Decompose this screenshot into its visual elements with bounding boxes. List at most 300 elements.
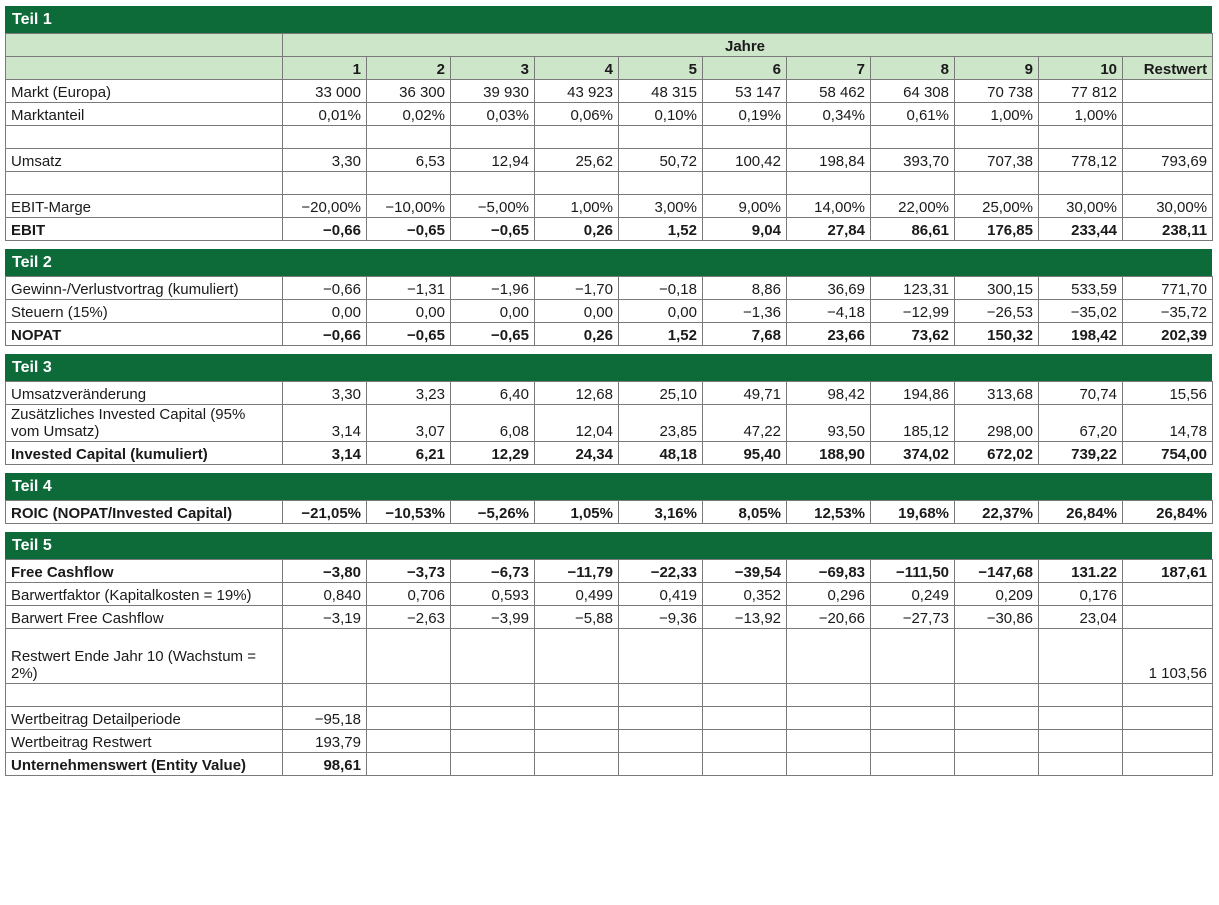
table-cell: 131.22 (1039, 560, 1123, 583)
table-cell: 150,32 (955, 323, 1039, 346)
table-cell (871, 172, 955, 195)
table-cell: 23,66 (787, 323, 871, 346)
year-header: 9 (955, 57, 1039, 80)
row-label: Marktanteil (6, 103, 283, 126)
table-cell (283, 629, 367, 684)
table-cell: 313,68 (955, 382, 1039, 405)
table-row (6, 195, 1213, 218)
table-cell: 1,52 (619, 218, 703, 241)
table-cell: 12,04 (535, 405, 619, 442)
table-cell: −22,33 (619, 560, 703, 583)
section-4 (5, 473, 1212, 524)
table-cell (367, 753, 451, 776)
table-cell: 1,00% (955, 103, 1039, 126)
table-cell: 393,70 (871, 149, 955, 172)
table-cell (619, 707, 703, 730)
table-cell: 1 103,56 (1123, 629, 1213, 684)
table-row (6, 707, 1213, 730)
row-label: Steuern (15%) (6, 300, 283, 323)
row-label: Free Cashflow (6, 560, 283, 583)
table-cell: 48,18 (619, 442, 703, 465)
table-cell (787, 707, 871, 730)
section-title: Teil 1 (5, 6, 1212, 33)
table-cell: 0,02% (367, 103, 451, 126)
section-title: Teil 2 (5, 249, 1212, 276)
table-cell (1123, 103, 1213, 126)
table-row (6, 684, 1213, 707)
table-row (6, 442, 1213, 465)
table-cell: −3,73 (367, 560, 451, 583)
table-cell: 19,68% (871, 501, 955, 524)
table-cell: 14,78 (1123, 405, 1213, 442)
table-cell: 58 462 (787, 80, 871, 103)
table-cell: −95,18 (283, 707, 367, 730)
table-cell: 672,02 (955, 442, 1039, 465)
section-table (5, 276, 1213, 346)
table-row (6, 560, 1213, 583)
table-cell: −20,66 (787, 606, 871, 629)
table-cell: 0,209 (955, 583, 1039, 606)
table-cell: 185,12 (871, 405, 955, 442)
table-cell: −0,66 (283, 323, 367, 346)
table-cell: 73,62 (871, 323, 955, 346)
table-cell: 48 315 (619, 80, 703, 103)
table-cell (703, 707, 787, 730)
header-spacer (6, 57, 283, 80)
table-cell: −11,79 (535, 560, 619, 583)
table-cell: 25,62 (535, 149, 619, 172)
table-cell: 12,29 (451, 442, 535, 465)
table-cell: 374,02 (871, 442, 955, 465)
table-cell (787, 172, 871, 195)
table-cell: −20,00% (283, 195, 367, 218)
table-cell: 739,22 (1039, 442, 1123, 465)
row-label: Gewinn-/Verlustvortrag (kumuliert) (6, 277, 283, 300)
table-cell: −39,54 (703, 560, 787, 583)
header-spacer (6, 34, 283, 57)
table-cell (283, 126, 367, 149)
year-header: 10 (1039, 57, 1123, 80)
table-cell: 0,61% (871, 103, 955, 126)
table-cell: 202,39 (1123, 323, 1213, 346)
table-cell: 3,30 (283, 382, 367, 405)
section-table (5, 500, 1213, 524)
table-cell (1123, 126, 1213, 149)
table-cell: 15,56 (1123, 382, 1213, 405)
table-cell (955, 629, 1039, 684)
table-cell: 0,176 (1039, 583, 1123, 606)
table-cell: 39 930 (451, 80, 535, 103)
section-5 (5, 532, 1212, 776)
table-cell: 12,94 (451, 149, 535, 172)
table-cell (703, 172, 787, 195)
table-cell (703, 126, 787, 149)
table-cell (1123, 730, 1213, 753)
year-header: 5 (619, 57, 703, 80)
table-cell: −5,00% (451, 195, 535, 218)
row-label: Barwert Free Cashflow (6, 606, 283, 629)
valuation-table (5, 6, 1212, 784)
table-cell: −5,26% (451, 501, 535, 524)
table-cell (787, 730, 871, 753)
table-cell (1123, 606, 1213, 629)
table-cell: −35,72 (1123, 300, 1213, 323)
table-cell (283, 684, 367, 707)
table-cell: −6,73 (451, 560, 535, 583)
section-table (5, 381, 1213, 465)
table-cell: 0,00 (283, 300, 367, 323)
table-cell: 0,26 (535, 218, 619, 241)
table-cell (451, 126, 535, 149)
row-label (6, 172, 283, 195)
jahre-header-row (6, 34, 1213, 57)
row-label: EBIT-Marge (6, 195, 283, 218)
table-cell (871, 707, 955, 730)
table-cell: −0,66 (283, 218, 367, 241)
table-cell: 49,71 (703, 382, 787, 405)
table-cell: −2,63 (367, 606, 451, 629)
table-cell: 533,59 (1039, 277, 1123, 300)
table-cell: 3,07 (367, 405, 451, 442)
row-label: Restwert Ende Jahr 10 (Wachstum = 2%) (6, 629, 283, 684)
table-row (6, 606, 1213, 629)
row-label: Markt (Europa) (6, 80, 283, 103)
table-cell: 6,53 (367, 149, 451, 172)
table-cell: −5,88 (535, 606, 619, 629)
table-cell: 9,00% (703, 195, 787, 218)
table-cell: 0,499 (535, 583, 619, 606)
year-header: 4 (535, 57, 619, 80)
table-cell (619, 684, 703, 707)
table-cell: 0,00 (535, 300, 619, 323)
table-cell: 0,34% (787, 103, 871, 126)
table-cell: 1,52 (619, 323, 703, 346)
table-cell: −13,92 (703, 606, 787, 629)
table-cell (619, 753, 703, 776)
table-cell: 25,10 (619, 382, 703, 405)
table-cell: 707,38 (955, 149, 1039, 172)
jahre-label: Jahre (283, 34, 1213, 57)
section-2 (5, 249, 1212, 346)
table-cell: 3,16% (619, 501, 703, 524)
table-row (6, 149, 1213, 172)
table-cell (535, 629, 619, 684)
table-cell: 14,00% (787, 195, 871, 218)
table-cell (451, 684, 535, 707)
table-cell (703, 730, 787, 753)
table-cell: 0,01% (283, 103, 367, 126)
table-cell (1039, 753, 1123, 776)
table-cell: 22,37% (955, 501, 1039, 524)
table-row (6, 501, 1213, 524)
table-cell: 77 812 (1039, 80, 1123, 103)
section-table (5, 33, 1213, 241)
table-cell: 53 147 (703, 80, 787, 103)
row-label: ROIC (NOPAT/Invested Capital) (6, 501, 283, 524)
table-cell: −0,65 (367, 218, 451, 241)
table-cell (367, 684, 451, 707)
table-cell: 793,69 (1123, 149, 1213, 172)
table-cell: −69,83 (787, 560, 871, 583)
table-cell (451, 172, 535, 195)
table-cell: −1,96 (451, 277, 535, 300)
table-cell (787, 684, 871, 707)
table-cell (619, 730, 703, 753)
year-header: 8 (871, 57, 955, 80)
table-row (6, 300, 1213, 323)
table-cell: −0,18 (619, 277, 703, 300)
table-cell (1123, 684, 1213, 707)
table-cell: 0,840 (283, 583, 367, 606)
table-cell: 198,84 (787, 149, 871, 172)
table-row (6, 277, 1213, 300)
table-cell: 0,10% (619, 103, 703, 126)
table-cell: 3,00% (619, 195, 703, 218)
section-table (5, 559, 1213, 776)
table-cell: 8,05% (703, 501, 787, 524)
table-cell: 50,72 (619, 149, 703, 172)
table-cell: −9,36 (619, 606, 703, 629)
table-cell: 0,00 (619, 300, 703, 323)
table-cell: 771,70 (1123, 277, 1213, 300)
table-cell: 9,04 (703, 218, 787, 241)
table-cell: 43 923 (535, 80, 619, 103)
table-cell: 64 308 (871, 80, 955, 103)
table-cell: −3,80 (283, 560, 367, 583)
year-header: 7 (787, 57, 871, 80)
row-label: NOPAT (6, 323, 283, 346)
table-cell (1039, 126, 1123, 149)
table-cell (619, 172, 703, 195)
table-cell: 0,03% (451, 103, 535, 126)
table-cell: 70,74 (1039, 382, 1123, 405)
table-cell (871, 126, 955, 149)
row-label: Umsatzveränderung (6, 382, 283, 405)
table-cell (1039, 629, 1123, 684)
table-cell: 1,00% (1039, 103, 1123, 126)
table-cell: 300,15 (955, 277, 1039, 300)
section-title: Teil 5 (5, 532, 1212, 559)
row-label: Umsatz (6, 149, 283, 172)
table-cell (451, 707, 535, 730)
table-cell: −4,18 (787, 300, 871, 323)
table-cell: 0,296 (787, 583, 871, 606)
table-cell (535, 753, 619, 776)
year-header-row (6, 57, 1213, 80)
table-cell (367, 172, 451, 195)
section-1 (5, 6, 1212, 241)
row-label: EBIT (6, 218, 283, 241)
table-cell: 70 738 (955, 80, 1039, 103)
table-row (6, 583, 1213, 606)
table-cell: −30,86 (955, 606, 1039, 629)
table-cell: 36,69 (787, 277, 871, 300)
table-cell: 0,19% (703, 103, 787, 126)
table-cell: 0,419 (619, 583, 703, 606)
table-cell (703, 753, 787, 776)
table-cell: −0,65 (367, 323, 451, 346)
table-cell: −27,73 (871, 606, 955, 629)
table-cell: −35,02 (1039, 300, 1123, 323)
table-row (6, 753, 1213, 776)
table-cell: 3,23 (367, 382, 451, 405)
table-cell: 0,249 (871, 583, 955, 606)
row-label: Zusätzliches Invested Capital (95% vom Umsatz) (6, 405, 283, 442)
year-header: Restwert (1123, 57, 1213, 80)
table-cell (367, 707, 451, 730)
table-cell (451, 629, 535, 684)
table-cell (871, 629, 955, 684)
year-header: 1 (283, 57, 367, 80)
table-cell (787, 753, 871, 776)
table-cell: 3,14 (283, 405, 367, 442)
table-cell: 193,79 (283, 730, 367, 753)
table-row (6, 172, 1213, 195)
table-cell: −0,65 (451, 323, 535, 346)
row-label: Invested Capital (kumuliert) (6, 442, 283, 465)
table-cell: 24,34 (535, 442, 619, 465)
table-cell: −1,36 (703, 300, 787, 323)
table-row (6, 323, 1213, 346)
table-cell: 98,42 (787, 382, 871, 405)
table-cell (955, 707, 1039, 730)
table-cell: −0,66 (283, 277, 367, 300)
table-cell (535, 684, 619, 707)
table-cell (367, 126, 451, 149)
table-row (6, 126, 1213, 149)
table-cell (1123, 172, 1213, 195)
table-cell: 3,30 (283, 149, 367, 172)
table-cell: 98,61 (283, 753, 367, 776)
table-cell: −12,99 (871, 300, 955, 323)
table-cell (283, 172, 367, 195)
table-cell: 0,06% (535, 103, 619, 126)
table-row (6, 103, 1213, 126)
table-row (6, 382, 1213, 405)
table-row (6, 629, 1213, 684)
table-cell (367, 629, 451, 684)
table-cell: 1,05% (535, 501, 619, 524)
row-label (6, 684, 283, 707)
table-cell: 238,11 (1123, 218, 1213, 241)
table-cell (451, 753, 535, 776)
table-cell: 298,00 (955, 405, 1039, 442)
table-cell: 100,42 (703, 149, 787, 172)
table-cell (955, 753, 1039, 776)
table-cell (955, 684, 1039, 707)
table-cell: 26,84% (1039, 501, 1123, 524)
table-cell: −3,99 (451, 606, 535, 629)
table-row (6, 405, 1213, 442)
table-cell: 8,86 (703, 277, 787, 300)
table-cell: 198,42 (1039, 323, 1123, 346)
table-cell: 754,00 (1123, 442, 1213, 465)
table-cell: 0,593 (451, 583, 535, 606)
table-cell: 27,84 (787, 218, 871, 241)
table-cell (871, 730, 955, 753)
table-cell: 0,352 (703, 583, 787, 606)
row-label: Unternehmenswert (Entity Value) (6, 753, 283, 776)
table-cell (1123, 80, 1213, 103)
table-cell (451, 730, 535, 753)
table-cell (1039, 684, 1123, 707)
table-cell: −10,00% (367, 195, 451, 218)
table-cell (367, 730, 451, 753)
year-header: 6 (703, 57, 787, 80)
table-cell: 30,00% (1039, 195, 1123, 218)
table-cell: −1,70 (535, 277, 619, 300)
table-cell (1039, 707, 1123, 730)
table-cell (871, 684, 955, 707)
table-cell: 0,26 (535, 323, 619, 346)
table-cell: 12,68 (535, 382, 619, 405)
table-cell: 123,31 (871, 277, 955, 300)
table-cell (535, 707, 619, 730)
table-cell (1123, 753, 1213, 776)
table-cell: 6,40 (451, 382, 535, 405)
year-header: 3 (451, 57, 535, 80)
row-label: Barwertfaktor (Kapitalkosten = 19%) (6, 583, 283, 606)
table-cell: 26,84% (1123, 501, 1213, 524)
table-cell (1123, 583, 1213, 606)
table-cell: 12,53% (787, 501, 871, 524)
table-cell: 194,86 (871, 382, 955, 405)
table-cell: 95,40 (703, 442, 787, 465)
section-title: Teil 3 (5, 354, 1212, 381)
table-cell: 0,706 (367, 583, 451, 606)
table-cell (535, 126, 619, 149)
table-cell (1039, 730, 1123, 753)
table-cell: 33 000 (283, 80, 367, 103)
table-cell: 47,22 (703, 405, 787, 442)
table-cell (703, 684, 787, 707)
table-cell (955, 126, 1039, 149)
section-title: Teil 4 (5, 473, 1212, 500)
table-row (6, 218, 1213, 241)
table-cell: 778,12 (1039, 149, 1123, 172)
table-cell: 25,00% (955, 195, 1039, 218)
table-cell: −1,31 (367, 277, 451, 300)
table-cell (955, 172, 1039, 195)
table-cell: 67,20 (1039, 405, 1123, 442)
table-row (6, 730, 1213, 753)
table-cell (871, 753, 955, 776)
table-cell: −26,53 (955, 300, 1039, 323)
section-3 (5, 354, 1212, 465)
table-cell (535, 730, 619, 753)
table-cell (535, 172, 619, 195)
table-cell: 3,14 (283, 442, 367, 465)
table-cell: 233,44 (1039, 218, 1123, 241)
table-cell: 187,61 (1123, 560, 1213, 583)
table-cell: 30,00% (1123, 195, 1213, 218)
table-cell: 6,21 (367, 442, 451, 465)
table-cell: 1,00% (535, 195, 619, 218)
table-cell (703, 629, 787, 684)
table-row (6, 80, 1213, 103)
table-cell: 188,90 (787, 442, 871, 465)
table-cell (619, 629, 703, 684)
table-cell: −0,65 (451, 218, 535, 241)
table-cell (1039, 172, 1123, 195)
table-cell: 86,61 (871, 218, 955, 241)
table-cell: 6,08 (451, 405, 535, 442)
table-cell: −3,19 (283, 606, 367, 629)
table-cell: −147,68 (955, 560, 1039, 583)
table-cell: −21,05% (283, 501, 367, 524)
table-cell: −111,50 (871, 560, 955, 583)
table-cell (787, 629, 871, 684)
